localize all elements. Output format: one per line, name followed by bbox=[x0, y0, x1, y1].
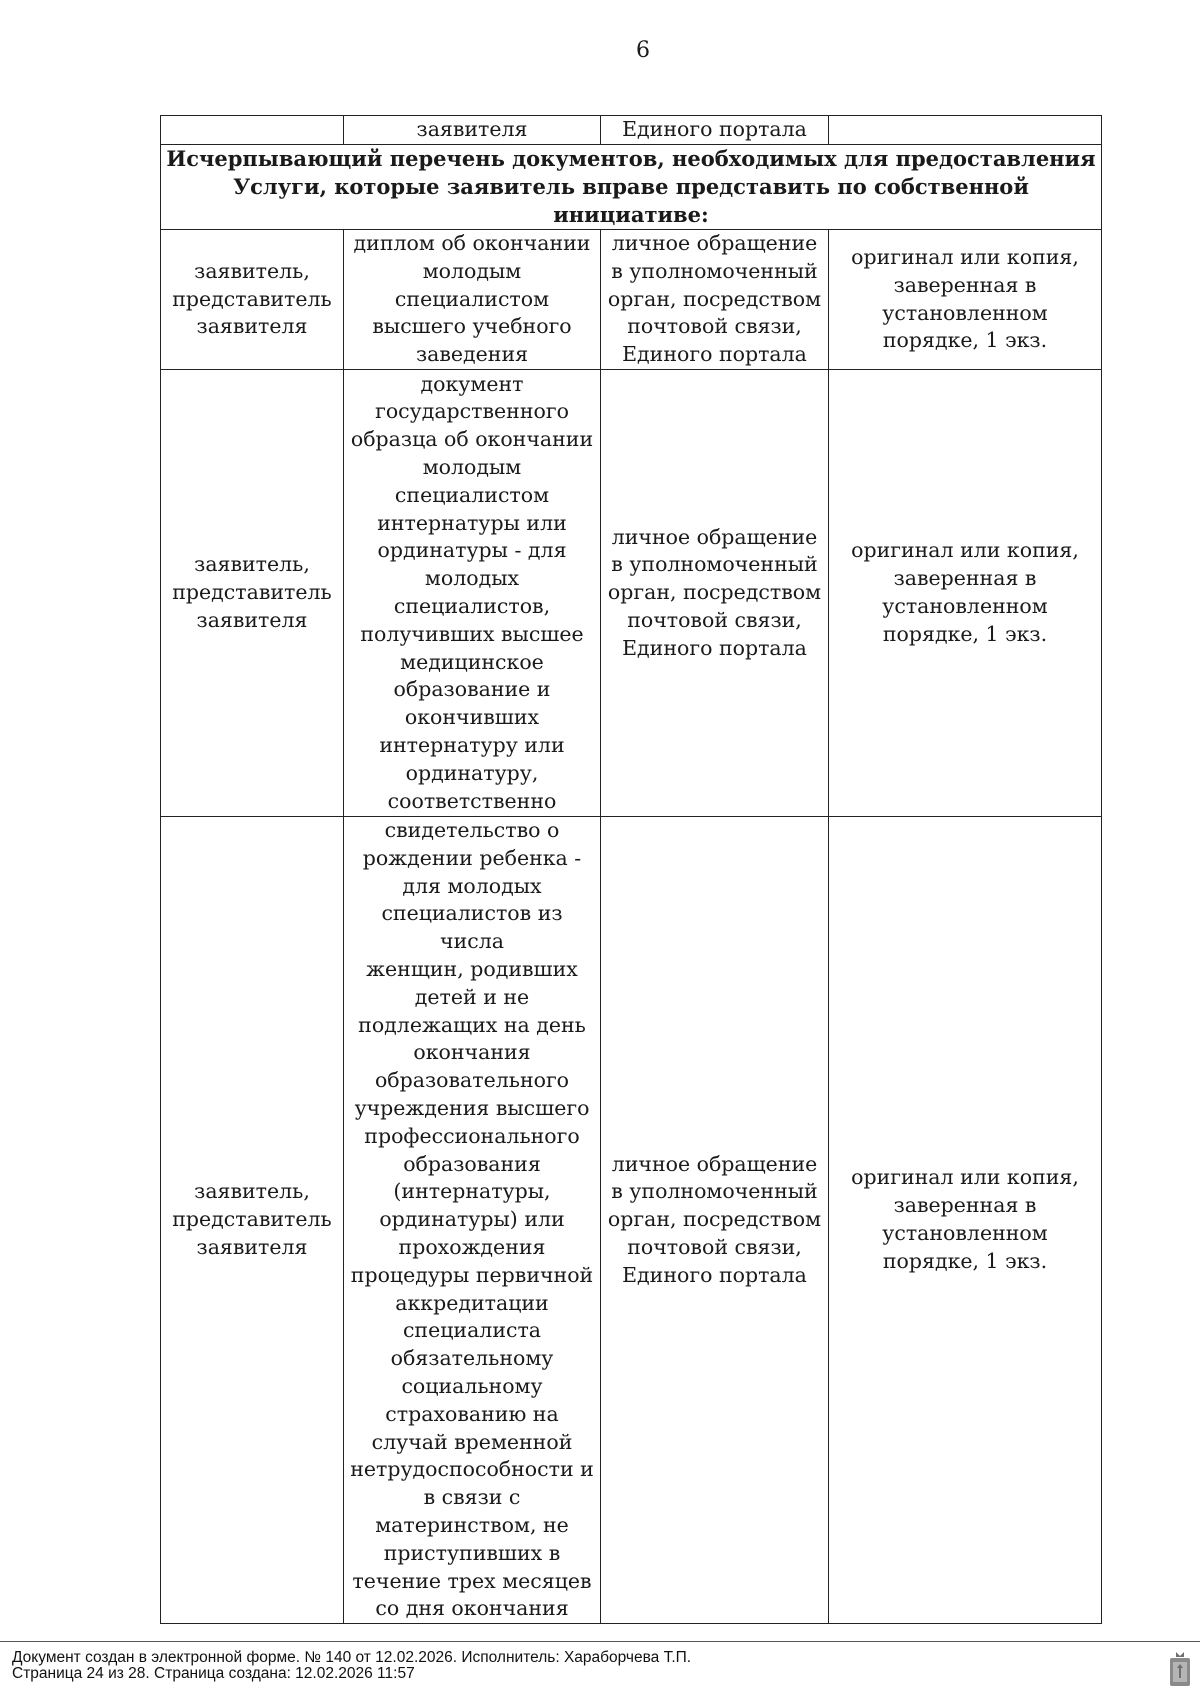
form-cell bbox=[829, 370, 1102, 817]
document-cell bbox=[344, 230, 601, 370]
form-text: оригинал или копия, заверенная в установленном порядке, 1 экз. bbox=[851, 244, 1079, 353]
continuation-row bbox=[161, 116, 1102, 145]
table-row bbox=[161, 230, 1102, 370]
document-text: документ государственного образца об окончании молодым специалистом интернатуры или ординатуры - для молодых специалистов, получивших высшее медицинское образование и окончивших интернатуру или ординатуру, соответственно bbox=[350, 371, 594, 813]
table-cell bbox=[829, 116, 1102, 145]
document-text: свидетельство о рождении ребенка - для молодых специалистов из числа женщин, родивших детей и не подлежащих на день окончания образовательного учреждения высшего профессионального образования (интернатуры, ординатуры) или прохождения процедуры первичной аккредитации специалиста обязательному социальному страхованию на случай временной нетрудоспособности и в связи с материнством, не приступивших в течение трех месяцев со дня окончания bbox=[350, 818, 594, 1621]
method-text: личное обращение в уполномоченный орган, посредством почтовой связи, Единого портала bbox=[607, 231, 822, 367]
form-cell bbox=[829, 817, 1102, 1624]
applicant-cell bbox=[161, 817, 344, 1624]
method-text: личное обращение в уполномоченный орган, посредством почтовой связи, Единого портала bbox=[607, 1151, 822, 1287]
applicant-text: заявитель, представитель заявителя bbox=[172, 258, 332, 339]
table-cell bbox=[161, 116, 344, 145]
table-cell: заявителя bbox=[344, 116, 601, 145]
document-footer bbox=[0, 1641, 1200, 1682]
section-heading-row bbox=[161, 145, 1102, 230]
page-number: 6 bbox=[636, 38, 650, 63]
documents-table bbox=[160, 115, 1102, 1624]
footer-line-page: Страница 24 из 28. Страница создана: 12.02.2026 11:57 bbox=[12, 1665, 415, 1682]
document-cell bbox=[344, 817, 601, 1624]
method-text: личное обращение в уполномоченный орган, посредством почтовой связи, Единого портала bbox=[607, 524, 822, 660]
table-row bbox=[161, 817, 1102, 1624]
form-text: оригинал или копия, заверенная в установленном порядке, 1 экз. bbox=[851, 1165, 1079, 1273]
section-heading: Исчерпывающий перечень документов, необходимых для предоставления Услуги, которые заявитель вправе представить по собственной инициативе: bbox=[161, 145, 1102, 230]
form-cell bbox=[829, 230, 1102, 370]
method-cell bbox=[601, 817, 829, 1624]
applicant-cell bbox=[161, 230, 344, 370]
method-cell bbox=[601, 230, 829, 370]
document-cell bbox=[344, 370, 601, 817]
table-cell: Единого портала bbox=[601, 116, 829, 145]
method-cell bbox=[601, 370, 829, 817]
document-text: диплом об окончании молодым специалистом высшего учебного заведения bbox=[353, 231, 591, 367]
applicant-text: заявитель, представитель заявителя bbox=[172, 1179, 332, 1259]
applicant-cell bbox=[161, 370, 344, 817]
applicant-text: заявитель, представитель заявителя bbox=[172, 552, 332, 632]
footer-text bbox=[12, 1650, 691, 1682]
table-row bbox=[161, 370, 1102, 817]
form-text: оригинал или копия, заверенная в установленном порядке, 1 экз. bbox=[851, 538, 1079, 646]
footer-line-document: Документ создан в электронной форме. № 140 от 12.02.2026. Исполнитель: Хараборчева Т.П. bbox=[12, 1649, 692, 1666]
coat-of-arms-icon bbox=[1168, 1650, 1192, 1688]
